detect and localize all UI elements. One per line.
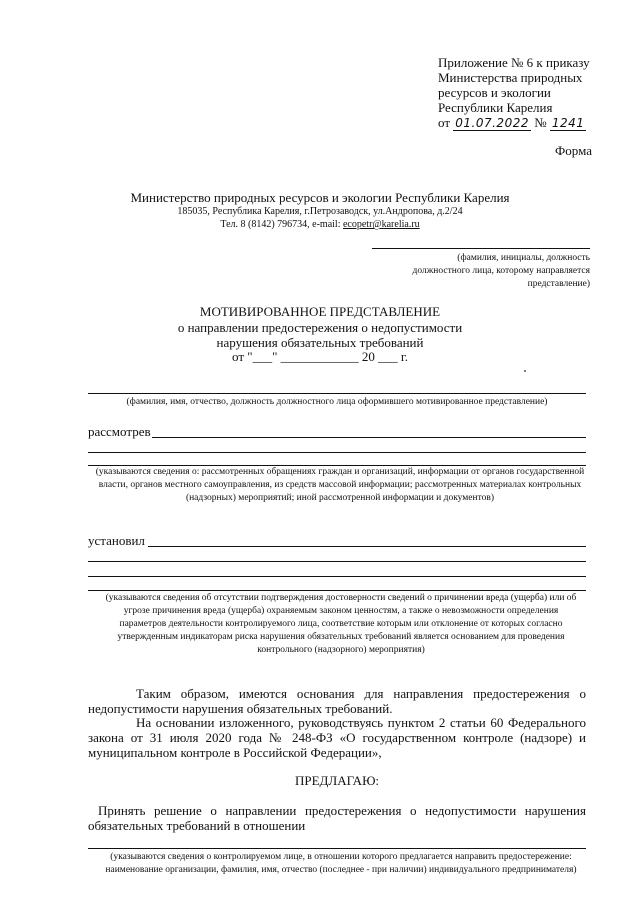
paragraph-grounds: Таким образом, имеются основания для направления предостережения о недопустимости нарушения обязательных требований. (88, 686, 586, 716)
ministry-name: Министерство природных ресурсов и экологии Республики Карелия (130, 190, 510, 205)
propose-heading: ПРЕДЛАГАЮ: (294, 773, 380, 788)
controlled-note: (указываются сведения о контролируемом лице, в отношении которого предлагается направить предостережение: наименование организации, фамилия, имя, отчество (последнее - при наличии) индивидуального предпринимателя) (105, 852, 577, 875)
ministry-phone: Тел. 8 (8142) 796734, e-mail: (220, 219, 343, 230)
scan-speck (524, 370, 526, 372)
considered-note: (указываются сведения о: рассмотренных обращениях граждан и организаций, информации от органов государственной власти, органов местного самоуправления, из средств массовой информации; рассмотренных материалах контрольных (надзорных) мероприятий; иной рассмотренной информации и документов) (95, 467, 585, 503)
handwritten-date: 01.07.2022 (455, 116, 529, 130)
appendix-line-2: Министерства природных (438, 70, 583, 85)
title-subline-1: о направлении предостережения о недопустимости (177, 320, 463, 335)
controlled-line[interactable] (88, 848, 586, 849)
title-date-line: от "___" ____________ 20 ___ г. (232, 349, 408, 364)
ministry-contacts (0, 219, 640, 230)
appendix-block (438, 55, 590, 131)
ministry-address: 185035, Республика Карелия, г.Петрозаводск, ул.Андропова, д.2/24 (177, 206, 463, 217)
appendix-date-line (438, 115, 590, 131)
decision-paragraph: Принять решение о направлении предостережения о недопустимости нарушения обязательных требований в отношении (88, 803, 586, 833)
number-prefix: № (534, 115, 547, 130)
established-label: установил (88, 533, 145, 548)
paragraph-legal-basis: На основании изложенного, руководствуясь пунктом 2 статьи 60 Федерального закона от 31 июля 2020 года № 248-ФЗ «О государственном контроле (надзоре) и муниципальном контроле в Российской Федерации», (88, 715, 586, 760)
considered-line-2[interactable] (88, 452, 586, 453)
recipient-note: (фамилия, инициалы, должность должностного лица, которому направляется представление) (412, 253, 590, 289)
established-note: (указываются сведения об отсутствии подтверждения достоверности сведений о причинении вреда (ущерба) или об угрозе причинения вреда (ущерба) охраняемым законом ценностям, а также о невозможности определения параметров деятельности контролируемого лица, соответствие которым или отклонение от которых согласно утвержденным индикаторам риска нарушения обязательных требований является основанием для проведения контрольного (надзорного) мероприятия) (105, 593, 577, 655)
author-note: (фамилия, имя, отчество, должность должностного лица оформившего мотивированное представление) (126, 397, 548, 407)
appendix-line-4: Республики Карелия (438, 100, 553, 115)
form-label: Форма (555, 143, 592, 158)
title-subline-2: нарушения обязательных требований (216, 335, 424, 350)
established-line-3[interactable] (88, 576, 586, 577)
ministry-email-link[interactable]: ecopetr@karelia.ru (342, 219, 420, 230)
author-line[interactable] (88, 393, 586, 394)
date-prefix: от (438, 115, 451, 130)
established-line-2[interactable] (88, 561, 586, 562)
considered-line-1[interactable] (152, 437, 586, 438)
appendix-line-3: ресурсов и экологии (438, 85, 551, 100)
established-line-1[interactable] (148, 546, 586, 547)
document-title: МОТИВИРОВАННОЕ ПРЕДСТАВЛЕНИЕ (199, 304, 441, 319)
handwritten-number: 1241 (551, 116, 585, 130)
recipient-line[interactable] (372, 248, 590, 249)
considered-label: рассмотрев (88, 424, 151, 439)
appendix-line-1: Приложение № 6 к приказу (438, 55, 590, 70)
established-line-4[interactable] (88, 590, 586, 591)
